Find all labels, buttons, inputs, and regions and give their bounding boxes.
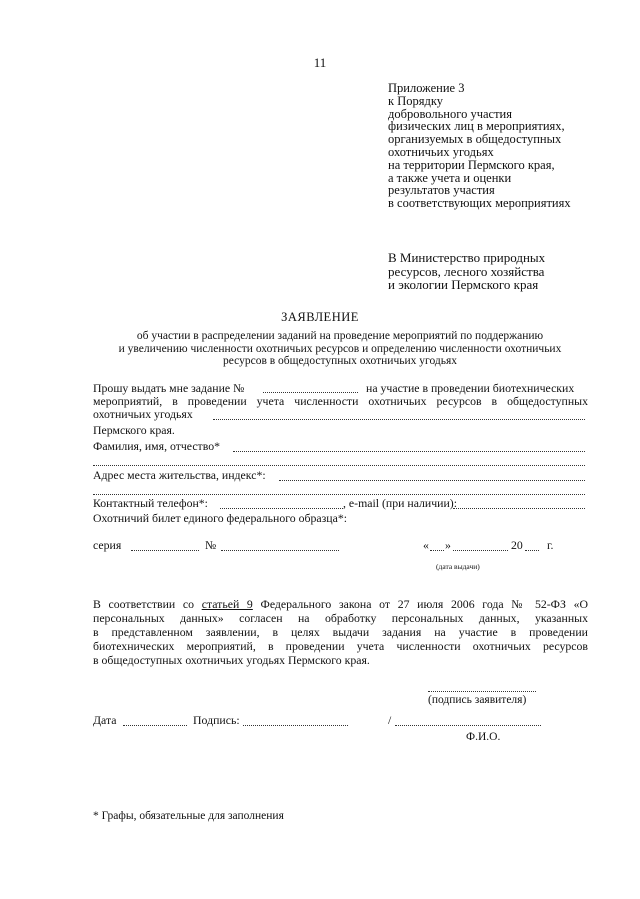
subtitle-line: ресурсов в общедоступных охотничьих угодьях	[223, 355, 457, 367]
fio-field-2[interactable]	[93, 465, 585, 466]
appendix-line: физических лиц в мероприятиях,	[388, 119, 565, 134]
addressee-line: и экологии Пермского края	[388, 277, 539, 292]
consent-line-3: в представленном заявлении, в целях выдачи задания на участие в проведении	[93, 625, 588, 639]
page-number: 11	[313, 55, 327, 70]
consent-line-2: персональных данных» согласен на обработку персональных данных, указанных	[93, 611, 588, 625]
address-field-2[interactable]	[93, 494, 585, 495]
issue-year-field[interactable]	[525, 550, 539, 551]
applicant-signature-caption: (подпись заявителя)	[428, 694, 527, 706]
issue-month-field[interactable]	[453, 550, 508, 551]
year-prefix: 20	[511, 538, 523, 552]
signature-field[interactable]	[243, 725, 348, 726]
contact-row	[93, 497, 588, 510]
year-suffix: г.	[547, 538, 554, 552]
date-label: Дата	[93, 713, 117, 727]
appendix-line: результатов участия	[388, 183, 495, 198]
consent-line-1	[93, 598, 588, 611]
footnote: * Графы, обязательные для заполнения	[93, 810, 284, 822]
request-line-3	[93, 408, 588, 421]
request-text: Прошу выдать мне задание №	[93, 381, 245, 395]
fio-field[interactable]	[233, 451, 585, 452]
phone-field[interactable]	[220, 508, 343, 509]
request-line-2: мероприятий, в проведении учета численности охотничьих ресурсов в общедоступных	[93, 394, 588, 408]
fio-row	[93, 440, 588, 453]
ticket-row	[93, 539, 588, 552]
issue-day-field[interactable]	[430, 550, 444, 551]
consent-line-4: биотехнических мероприятий, в проведении учета численности охотничьих ресурсов	[93, 639, 588, 653]
fio-signature-field[interactable]	[395, 725, 541, 726]
consent-text: В соответствии со	[93, 597, 195, 611]
date-open-quote: «	[423, 538, 429, 552]
address-field[interactable]	[279, 480, 585, 481]
sign-label: Подпись:	[193, 713, 240, 727]
appendix-line: организуемых в общедоступных	[388, 132, 562, 147]
appendix-line: на территории Пермского края,	[388, 157, 555, 172]
ticket-number-field[interactable]	[221, 550, 339, 551]
fio-label: Фамилия, имя, отчество*	[93, 439, 221, 453]
date-field[interactable]	[123, 725, 187, 726]
task-number-field[interactable]	[263, 392, 358, 393]
address-row	[93, 469, 588, 482]
request-text: на участие в проведении биотехнических	[366, 381, 575, 395]
appendix-line: а также учета и оценки	[388, 170, 512, 185]
series-field[interactable]	[131, 550, 199, 551]
document-title: ЗАЯВЛЕНИЕ	[281, 310, 359, 324]
ticket-label: Охотничий билет единого федерального образца*:	[93, 511, 348, 525]
request-text: охотничьих угодьях	[93, 407, 193, 421]
date-sign-row	[93, 714, 588, 727]
appendix-line: добровольного участия	[388, 106, 512, 121]
consent-text: Федерального закона от 27 июля 2006 года № 52-ФЗ «О	[260, 597, 588, 611]
hunting-area-field[interactable]	[213, 419, 585, 420]
phone-label: Контактный телефон*:	[93, 496, 208, 510]
date-issued-caption: (дата выдачи)	[436, 562, 480, 571]
document-subtitle	[90, 330, 590, 368]
addressee-block	[388, 251, 545, 292]
date-close-quote: »	[445, 538, 451, 552]
appendix-block	[388, 82, 571, 210]
addressee-line: ресурсов, лесного хозяйства	[388, 263, 545, 279]
consent-line-5: в общедоступных охотничьих угодьях Пермского края.	[93, 653, 370, 667]
email-label: , e-mail (при наличии):	[343, 496, 458, 510]
applicant-signature-field[interactable]	[428, 691, 536, 692]
subtitle-line: об участии в распределении заданий на проведение мероприятий по поддержанию	[136, 330, 544, 342]
appendix-line: к Порядку	[388, 93, 443, 108]
appendix-line: Приложение 3	[388, 81, 465, 95]
number-label: №	[205, 538, 217, 552]
subtitle-line: и увеличению численности охотничьих ресурсов и определению численности охотничьих	[118, 342, 562, 355]
address-label: Адрес места жительства, индекс*:	[93, 468, 266, 482]
slash-separator: /	[388, 713, 392, 727]
law-article-link[interactable]: статьей 9	[201, 597, 253, 611]
addressee-line: В Министерство природных	[388, 250, 546, 265]
appendix-line: охотничьих угодьях	[388, 144, 494, 159]
series-label: серия	[93, 538, 122, 552]
fio-caption: Ф.И.О.	[466, 731, 501, 743]
email-field[interactable]	[453, 508, 585, 509]
appendix-line: в соответствующих мероприятиях	[388, 196, 571, 211]
request-line-4: Пермского края.	[93, 423, 175, 437]
